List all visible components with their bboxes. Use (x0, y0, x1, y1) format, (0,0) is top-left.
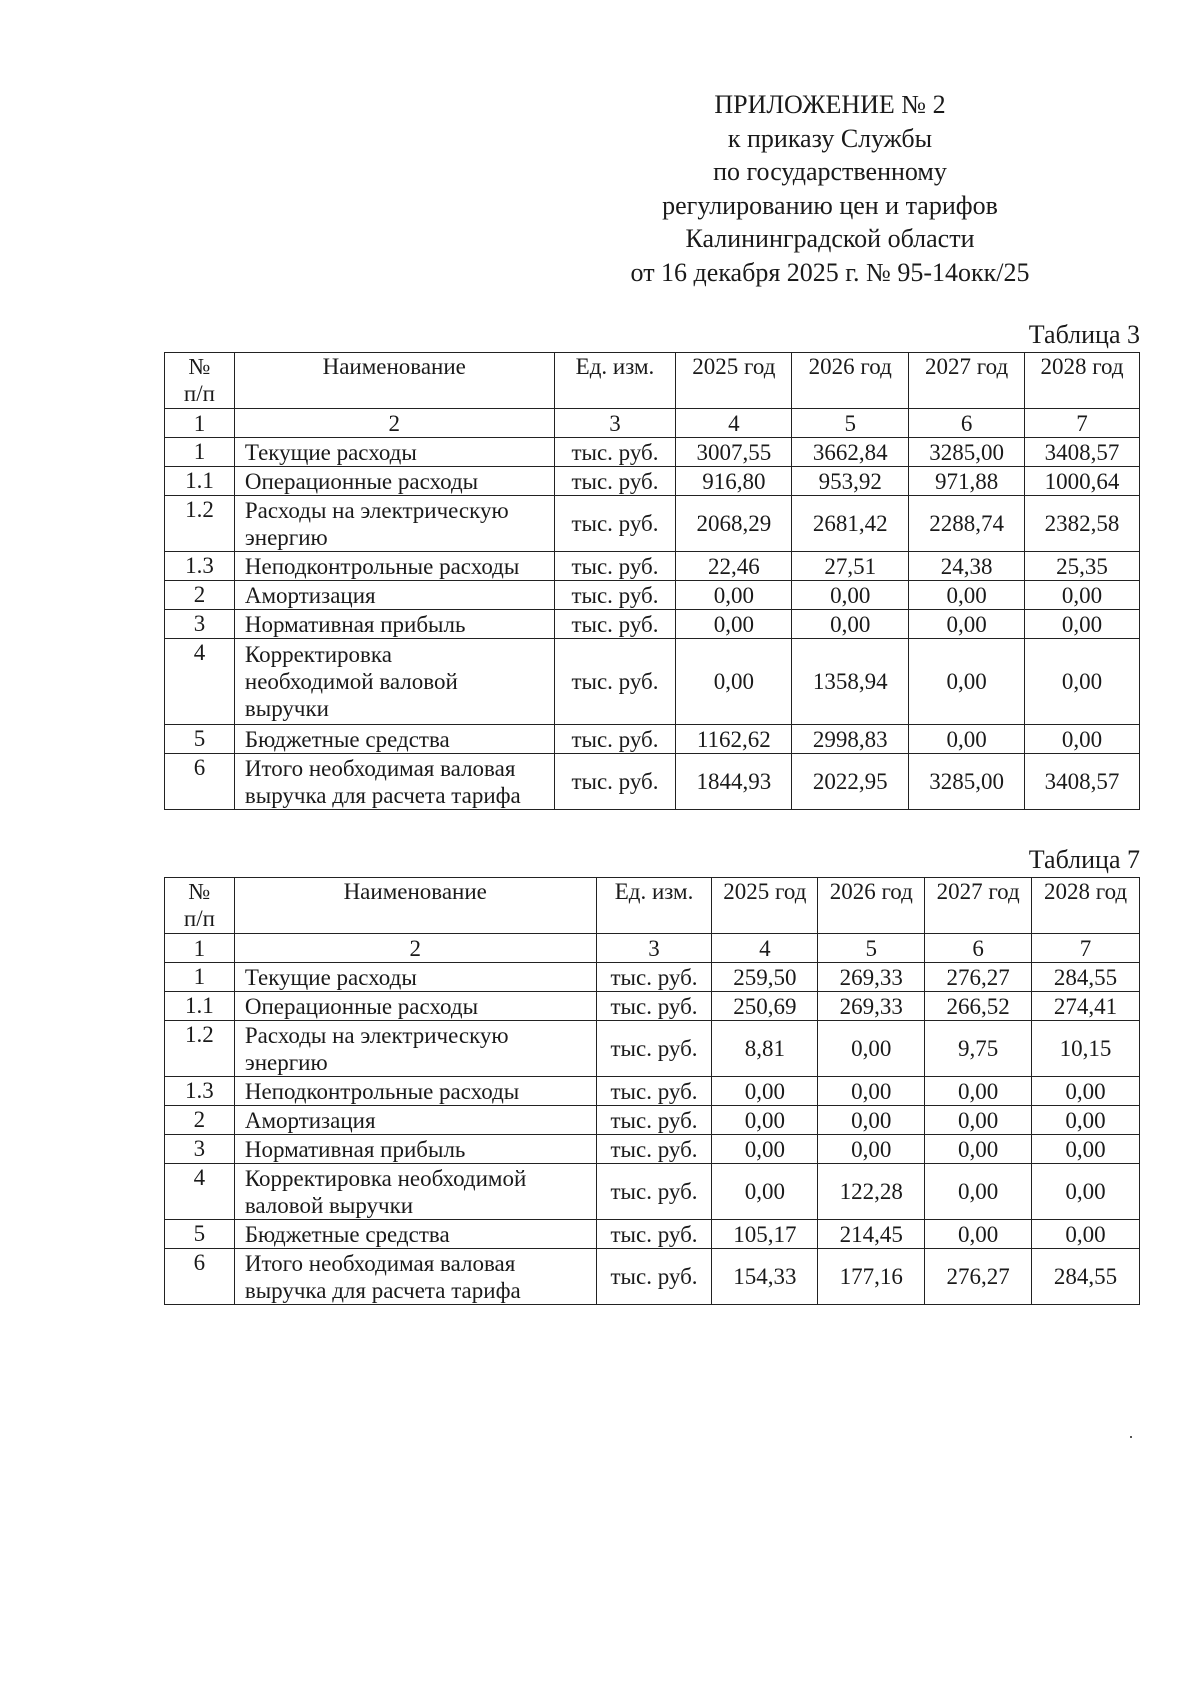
scan-speck (1130, 1436, 1132, 1438)
row-num: 2 (165, 1106, 235, 1135)
row-num: 6 (165, 754, 235, 810)
appendix-line-date: от 16 декабря 2025 г. № 95-14окк/25 (630, 257, 1030, 287)
row-num: 4 (165, 639, 235, 725)
row-unit: тыс. руб. (554, 467, 676, 496)
table3-caption: Таблица 3 (1028, 320, 1140, 349)
row-name: Неподконтрольные расходы (234, 1077, 596, 1106)
table7-header-row (165, 878, 1140, 934)
row-unit: тыс. руб. (554, 581, 676, 610)
header-2026: 2026 год (792, 353, 909, 409)
row-value-2025: 154,33 (712, 1249, 818, 1305)
row-value-2028: 0,00 (1032, 1164, 1140, 1220)
row-name: Итого необходимая валовая выручка для расчета тарифа (234, 1249, 596, 1305)
header-2027: 2027 год (925, 878, 1032, 934)
row-value-2027: 0,00 (925, 1106, 1032, 1135)
row-name: Корректировка необходимой валовой выручки (234, 639, 554, 725)
row-unit: тыс. руб. (596, 1077, 712, 1106)
row-value-2025: 3007,55 (676, 438, 792, 467)
row-value-2027: 24,38 (909, 552, 1025, 581)
header-num: № п/п (165, 353, 235, 409)
row-num: 2 (165, 581, 235, 610)
colnum-cell: 7 (1032, 934, 1140, 963)
row-value-2028: 0,00 (1032, 1135, 1140, 1164)
row-value-2026: 2681,42 (792, 496, 909, 552)
header-2025: 2025 год (712, 878, 818, 934)
row-value-2026: 0,00 (792, 610, 909, 639)
row-value-2026: 122,28 (818, 1164, 925, 1220)
row-num: 3 (165, 610, 235, 639)
row-value-2028: 284,55 (1032, 963, 1140, 992)
appendix-title: ПРИЛОЖЕНИЕ № 2 (714, 90, 946, 119)
row-name: Нормативная прибыль (234, 610, 554, 639)
table-row (165, 1249, 1140, 1305)
colnum-cell: 6 (909, 409, 1025, 438)
row-num: 1 (165, 438, 235, 467)
row-name: Операционные расходы (234, 467, 554, 496)
row-unit: тыс. руб. (596, 1220, 712, 1249)
table3-colnum-row (165, 409, 1140, 438)
appendix-header (600, 88, 1060, 289)
row-value-2025: 0,00 (712, 1077, 818, 1106)
row-value-2028: 1000,64 (1025, 467, 1140, 496)
row-unit: тыс. руб. (554, 639, 676, 725)
row-value-2027: 0,00 (925, 1135, 1032, 1164)
row-num: 1.1 (165, 992, 235, 1021)
row-value-2028: 0,00 (1032, 1220, 1140, 1249)
table-row (165, 610, 1140, 639)
row-value-2026: 0,00 (818, 1135, 925, 1164)
table7 (164, 877, 1140, 1305)
row-value-2026: 269,33 (818, 963, 925, 992)
row-value-2028: 284,55 (1032, 1249, 1140, 1305)
colnum-cell: 4 (712, 934, 818, 963)
row-num: 5 (165, 1220, 235, 1249)
row-value-2026: 0,00 (818, 1077, 925, 1106)
row-value-2025: 8,81 (712, 1021, 818, 1077)
row-value-2025: 105,17 (712, 1220, 818, 1249)
row-value-2027: 2288,74 (909, 496, 1025, 552)
row-num: 4 (165, 1164, 235, 1220)
row-value-2027: 3285,00 (909, 754, 1025, 810)
row-unit: тыс. руб. (554, 496, 676, 552)
colnum-cell: 3 (554, 409, 676, 438)
table-row (165, 467, 1140, 496)
row-value-2025: 0,00 (676, 610, 792, 639)
row-name: Бюджетные средства (234, 1220, 596, 1249)
header-num: № п/п (165, 878, 235, 934)
row-name: Бюджетные средства (234, 725, 554, 754)
row-value-2025: 0,00 (712, 1106, 818, 1135)
row-value-2028: 274,41 (1032, 992, 1140, 1021)
row-value-2025: 259,50 (712, 963, 818, 992)
row-unit: тыс. руб. (554, 610, 676, 639)
row-value-2027: 0,00 (909, 725, 1025, 754)
row-num: 1.2 (165, 496, 235, 552)
row-unit: тыс. руб. (554, 552, 676, 581)
table-row (165, 496, 1140, 552)
colnum-cell: 1 (165, 934, 235, 963)
row-value-2026: 3662,84 (792, 438, 909, 467)
row-value-2025: 1162,62 (676, 725, 792, 754)
row-value-2028: 2382,58 (1025, 496, 1140, 552)
colnum-cell: 2 (234, 934, 596, 963)
row-name: Корректировка необходимой валовой выручки (234, 1164, 596, 1220)
appendix-line-order: к приказу Службы (727, 123, 933, 153)
row-value-2025: 0,00 (712, 1164, 818, 1220)
row-value-2027: 0,00 (909, 639, 1025, 725)
row-value-2028: 0,00 (1025, 639, 1140, 725)
row-name: Расходы на электрическую энергию (234, 1021, 596, 1077)
appendix-line-regulation: регулированию цен и тарифов (662, 190, 998, 220)
row-unit: тыс. руб. (554, 754, 676, 810)
table-row (165, 581, 1140, 610)
row-value-2026: 214,45 (818, 1220, 925, 1249)
colnum-cell: 6 (925, 934, 1032, 963)
row-name: Амортизация (234, 581, 554, 610)
header-2025: 2025 год (676, 353, 792, 409)
row-value-2025: 916,80 (676, 467, 792, 496)
row-unit: тыс. руб. (596, 1106, 712, 1135)
table-row (165, 639, 1140, 725)
row-name: Амортизация (234, 1106, 596, 1135)
row-value-2027: 3285,00 (909, 438, 1025, 467)
row-value-2028: 0,00 (1025, 581, 1140, 610)
row-value-2028: 3408,57 (1025, 438, 1140, 467)
header-name: Наименование (234, 353, 554, 409)
header-2027: 2027 год (909, 353, 1025, 409)
appendix-line-state: по государственному (713, 157, 947, 186)
table3-header-row (165, 353, 1140, 409)
appendix-line-region: Калининградской области (685, 224, 975, 253)
row-value-2027: 276,27 (925, 963, 1032, 992)
colnum-cell: 4 (676, 409, 792, 438)
row-name: Нормативная прибыль (234, 1135, 596, 1164)
row-value-2027: 0,00 (909, 581, 1025, 610)
row-value-2027: 266,52 (925, 992, 1032, 1021)
header-2026: 2026 год (818, 878, 925, 934)
row-value-2025: 1844,93 (676, 754, 792, 810)
table-row (165, 754, 1140, 810)
colnum-cell: 7 (1025, 409, 1140, 438)
row-value-2026: 953,92 (792, 467, 909, 496)
header-2028: 2028 год (1025, 353, 1140, 409)
row-num: 6 (165, 1249, 235, 1305)
table-row (165, 438, 1140, 467)
row-unit: тыс. руб. (596, 963, 712, 992)
row-value-2026: 2998,83 (792, 725, 909, 754)
row-value-2026: 0,00 (792, 581, 909, 610)
colnum-cell: 1 (165, 409, 235, 438)
row-value-2025: 22,46 (676, 552, 792, 581)
row-name: Итого необходимая валовая выручка для расчета тарифа (234, 754, 554, 810)
row-unit: тыс. руб. (596, 992, 712, 1021)
table-row (165, 1021, 1140, 1077)
header-unit: Ед. изм. (596, 878, 712, 934)
table7-caption: Таблица 7 (1028, 845, 1140, 874)
table-row (165, 552, 1140, 581)
row-value-2027: 276,27 (925, 1249, 1032, 1305)
row-value-2026: 177,16 (818, 1249, 925, 1305)
row-name: Текущие расходы (234, 963, 596, 992)
row-unit: тыс. руб. (554, 438, 676, 467)
row-value-2028: 0,00 (1032, 1077, 1140, 1106)
row-value-2026: 0,00 (818, 1106, 925, 1135)
colnum-cell: 5 (818, 934, 925, 963)
row-value-2026: 27,51 (792, 552, 909, 581)
row-name: Неподконтрольные расходы (234, 552, 554, 581)
row-value-2026: 2022,95 (792, 754, 909, 810)
table-row (165, 1135, 1140, 1164)
header-name: Наименование (234, 878, 596, 934)
header-2028: 2028 год (1032, 878, 1140, 934)
row-num: 1.3 (165, 552, 235, 581)
colnum-cell: 2 (234, 409, 554, 438)
colnum-cell: 5 (792, 409, 909, 438)
row-value-2027: 9,75 (925, 1021, 1032, 1077)
row-value-2025: 0,00 (676, 581, 792, 610)
table3 (164, 352, 1140, 810)
table-row (165, 1077, 1140, 1106)
row-value-2028: 3408,57 (1025, 754, 1140, 810)
row-unit: тыс. руб. (596, 1249, 712, 1305)
row-value-2027: 971,88 (909, 467, 1025, 496)
row-value-2026: 269,33 (818, 992, 925, 1021)
row-value-2027: 0,00 (925, 1164, 1032, 1220)
row-unit: тыс. руб. (554, 725, 676, 754)
row-value-2028: 0,00 (1025, 610, 1140, 639)
row-num: 3 (165, 1135, 235, 1164)
row-num: 1.3 (165, 1077, 235, 1106)
row-num: 1.2 (165, 1021, 235, 1077)
table-row (165, 1220, 1140, 1249)
row-name: Текущие расходы (234, 438, 554, 467)
row-unit: тыс. руб. (596, 1135, 712, 1164)
table-row (165, 725, 1140, 754)
row-num: 1 (165, 963, 235, 992)
table-row (165, 1106, 1140, 1135)
row-unit: тыс. руб. (596, 1164, 712, 1220)
row-name: Операционные расходы (234, 992, 596, 1021)
row-value-2027: 0,00 (925, 1077, 1032, 1106)
table-row (165, 1164, 1140, 1220)
table7-colnum-row (165, 934, 1140, 963)
header-unit: Ед. изм. (554, 353, 676, 409)
row-value-2025: 2068,29 (676, 496, 792, 552)
row-value-2026: 0,00 (818, 1021, 925, 1077)
row-value-2027: 0,00 (909, 610, 1025, 639)
row-value-2028: 0,00 (1032, 1106, 1140, 1135)
colnum-cell: 3 (596, 934, 712, 963)
row-value-2027: 0,00 (925, 1220, 1032, 1249)
table-row (165, 992, 1140, 1021)
row-num: 1.1 (165, 467, 235, 496)
row-value-2026: 1358,94 (792, 639, 909, 725)
row-num: 5 (165, 725, 235, 754)
row-value-2028: 10,15 (1032, 1021, 1140, 1077)
row-value-2025: 0,00 (712, 1135, 818, 1164)
row-value-2025: 0,00 (676, 639, 792, 725)
row-value-2028: 25,35 (1025, 552, 1140, 581)
row-unit: тыс. руб. (596, 1021, 712, 1077)
row-name: Расходы на электрическую энергию (234, 496, 554, 552)
table-row (165, 963, 1140, 992)
row-value-2028: 0,00 (1025, 725, 1140, 754)
row-value-2025: 250,69 (712, 992, 818, 1021)
